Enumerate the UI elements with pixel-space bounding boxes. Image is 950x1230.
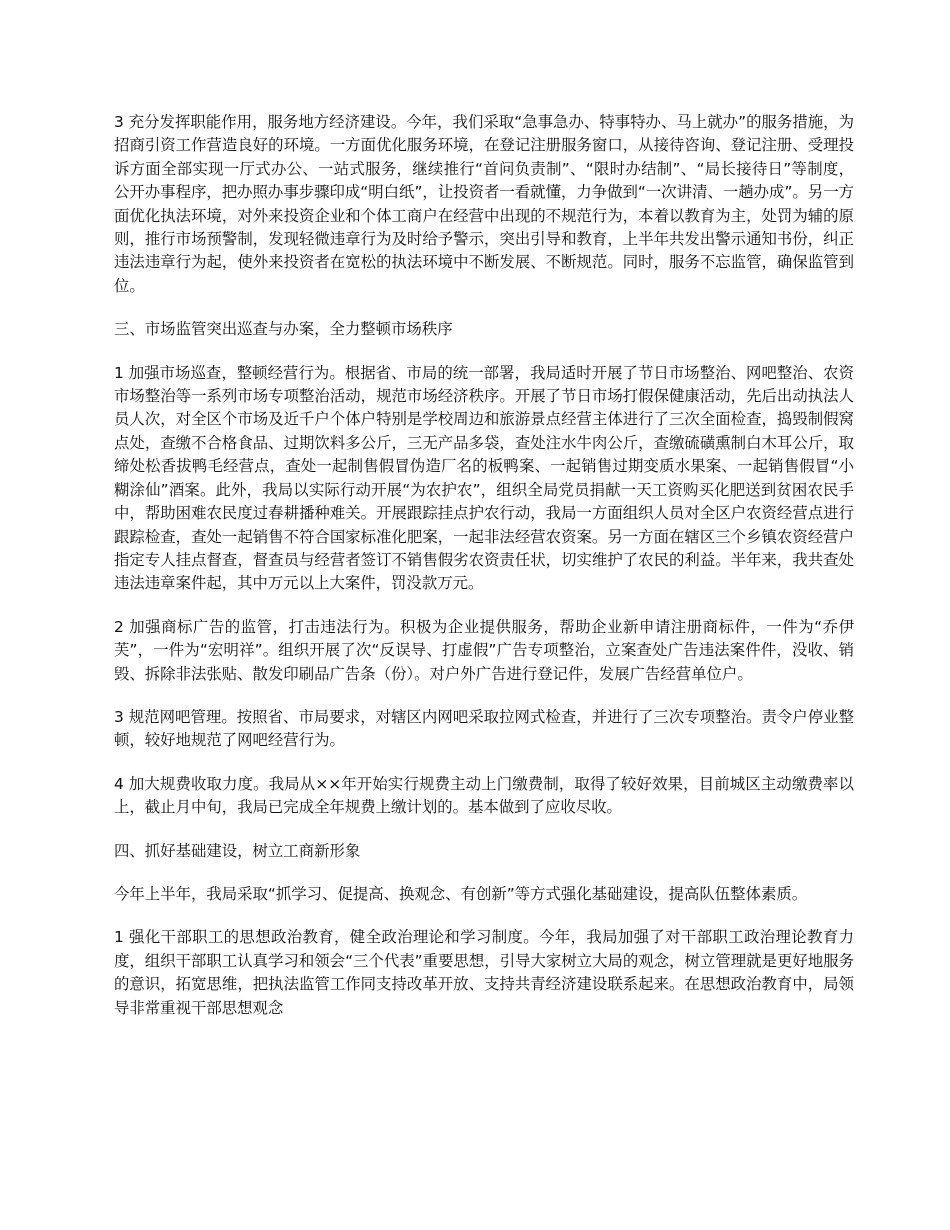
document-body bbox=[114, 111, 854, 1040]
paragraph-market-inspection: 1 加强市场巡查，整顿经营行为。根据省、市局的统一部署，我局适时开展了节日市场整治、网吧整治、农资市场整治等一系列市场专项整治活动，规范市场经济秩序。开展了节日市场打假保健康活动，先后出动执法人员人次，对全区个市场及近千户个体户特别是学校周边和旅游景点经营主体进行了三次全面检查，捣毁制假窝点处，查缴不合格食品、过期饮料多公斤，三无产品多袋，查处注水牛肉公斤，查缴硫磺熏制白木耳公斤，取缔处松香拔鸭毛经营点，查处一起制售假冒伪造厂名的板鸭案、一起销售过期变质水果案、一起销售假冒“小糊涂仙”酒案。此外，我局以实际行动开展“为农护农”，组织全局党员捐献一天工资购买化肥送到贫困农民手中，帮助困难农民度过春耕播种难关。开展跟踪挂点护农行动，我局一方面组织人员对全区户农资经营点进行跟踪检查，查处一起销售不符合国家标准化肥案，一起非法经营农资案。另一方面在辖区三个乡镇农资经营户指定专人挂点督查，督查员与经营者签订不销售假劣农资责任状，切实维护了农民的利益。半年来，我共查处违法违章案件起，其中万元以上大案件，罚没款万元。 bbox=[114, 363, 854, 593]
section-heading-market-supervision: 三、市场监管突出巡查与办案，全力整顿市场秩序 bbox=[114, 320, 453, 339]
section-heading-infrastructure: 四、抓好基础建设，树立工商新形象 bbox=[114, 841, 361, 860]
paragraph-trademark-advertising: 2 加强商标广告的监管，打击违法行为。积极为企业提供服务，帮助企业新申请注册商标件，一件为“乔伊芙”，一件为“宏明祥”。组织开展了次“反误导、打虚假”广告专项整治，立案查处广告违法案件件，没收、销毁、拆除非法张贴、散发印刷品广告条（份）。对户外广告进行登记件，发展广告经营单位户。 bbox=[114, 617, 854, 683]
paragraph-fee-collection: 4 加大规费收取力度。我局从××年开始实行规费主动上门缴费制，取得了较好效果，目前城区主动缴费率以上，截止月中旬，我局已完成全年规费上缴计划的。基本做到了应收尽收。 bbox=[114, 774, 854, 817]
paragraph-political-education: 1 强化干部职工的思想政治教育，健全政治理论和学习制度。今年，我局加强了对干部职工政治理论教育力度，组织干部职工认真学习和领会“三个代表”重要思想，引导大家树立大局的观念，树立管理就是更好地服务的意识，拓宽思维，把执法监管工作同支持改革开放、支持共青经济建设联系起来。在思想政治教育中，局领导非常重视干部思想观念 bbox=[114, 928, 854, 1017]
paragraph-service-function: 3 充分发挥职能作用，服务地方经济建设。今年，我们采取“急事急办、特事特办、马上就办”的服务措施，为招商引资工作营造良好的环境。一方面优化服务环境，在登记注册服务窗口，从接待咨询、登记注册、受理投诉方面全部实现一厅式办公、一站式服务，继续推行“首问负责制”、“限时办结制”、“局长接待日”等制度，公开办事程序，把办照办事步骤印成“明白纸”，让投资者一看就懂，力争做到“一次讲清、一趟办成”。另一方面优化执法环境，对外来投资企业和个体工商户在经营中出现的不规范行为，本着以教育为主，处罚为辅的原则，推行市场预警制，发现轻微违章行为及时给予警示，突出引导和教育，上半年共发出警示通知书份，纠正违法违章行为起，使外来投资者在宽松的执法环境中不断发展、不断规范。同时，服务不忘监管，确保监管到位。 bbox=[114, 113, 854, 295]
paragraph-infrastructure-intro: 今年上半年，我局采取“抓学习、促提高、换观念、有创新”等方式强化基础建设，提高队伍整体素质。 bbox=[114, 884, 808, 903]
paragraph-internet-cafe: 3 规范网吧管理。按照省、市局要求，对辖区内网吧采取拉网式检查，并进行了三次专项整治。责令户停业整顿，较好地规范了网吧经营行为。 bbox=[114, 707, 854, 750]
